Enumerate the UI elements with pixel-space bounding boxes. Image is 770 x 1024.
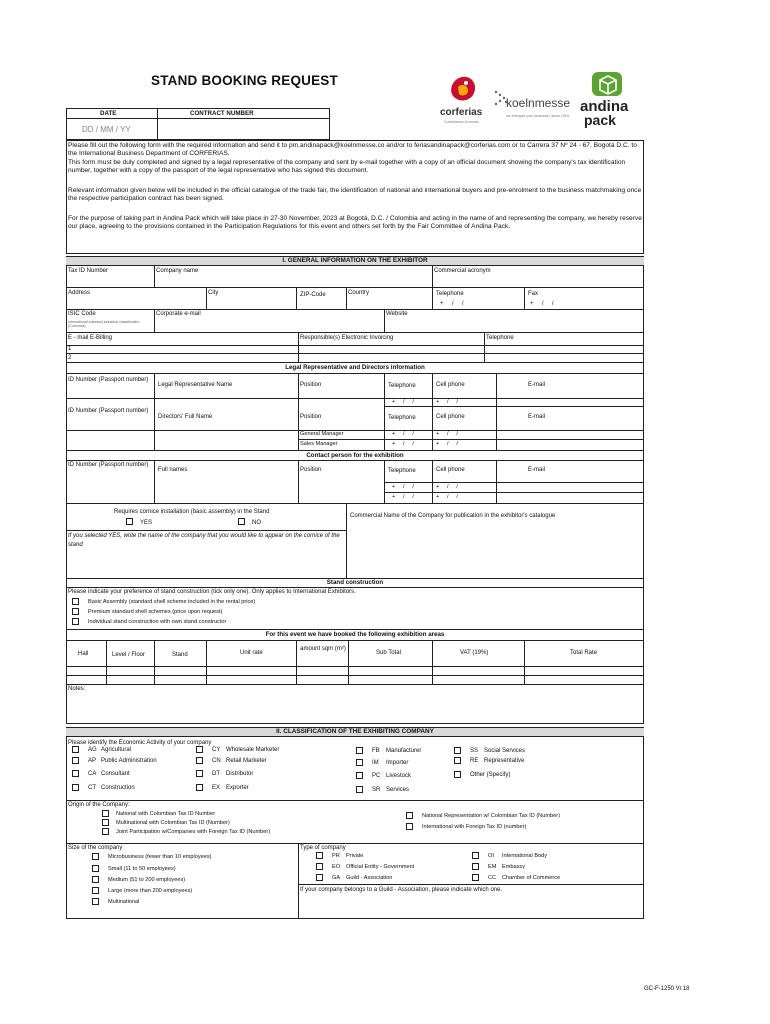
type-em-label: Embassy	[502, 864, 526, 870]
andina-box-icon	[588, 70, 628, 98]
size-micro-label: Microbusiness (fewer than 10 employees)	[108, 854, 212, 860]
country-label: Country	[348, 290, 370, 296]
activity-re-code: RE	[470, 758, 479, 764]
activity-cy-code: CY	[212, 747, 221, 753]
activity-sr-checkbox[interactable]	[356, 786, 363, 793]
intro-paragraph-2: Relevant information given below will be included in the official catalogue of the trade fair, the identification of national and international buyers and pre-enrolment to the business matchmaking once the respective participation contract has been signed.	[68, 187, 642, 203]
legal-position-label: Position	[300, 382, 322, 388]
type-ga-label: Guild - Association	[346, 875, 393, 881]
type-oi-label: International Body	[502, 853, 548, 859]
cornice-if-yes-note: If you selected YES, write the name of the company that you would like to appear on the cornice of the stand	[68, 533, 340, 548]
billing-telephone-label: Telephone	[486, 335, 514, 341]
col-stand: Stand	[172, 652, 188, 658]
tax-id-label: Tax ID Number	[68, 268, 109, 274]
telephone-label: Telephone	[436, 291, 464, 297]
legal-cell-label: Cell phone	[436, 382, 465, 388]
type-oi-code: OI	[488, 853, 494, 859]
stand-preference-text: Please indicate your preference of stand construction (tick only one). Only applies to International Exhibitors.	[68, 589, 356, 595]
section2-title: II. CLASSIFICATION OF THE EXHIBITING COMPANY	[66, 727, 644, 737]
type-pr-label: Private	[346, 853, 364, 859]
isic-code-label: ISIC Code	[68, 311, 96, 317]
activity-dt-code: DT	[212, 771, 220, 777]
stand-option-2-label: Premium standard shell schemes (price upon request)	[88, 609, 223, 615]
activity-other-checkbox[interactable]	[454, 771, 461, 778]
date-field[interactable]: DD / MM / YY	[82, 125, 131, 134]
contact-full-names-label: Full names	[158, 467, 188, 473]
size-multinational-checkbox[interactable]	[92, 898, 99, 905]
directors-telephone-label: Telephone	[388, 415, 416, 421]
origin-option-4-label: National Representation w/ Colombian Tax ID (Number)	[422, 813, 560, 819]
commercial-name-label: Commercial Name of the Company for publication in the exhibitor's catalogue	[350, 513, 556, 519]
size-large-label: Large (more than 200 employees)	[108, 888, 193, 894]
activity-ct-checkbox[interactable]	[72, 784, 79, 791]
origin-option-3-label: Joint Participation w/Companies with Foreign Tax ID (Number)	[116, 829, 271, 835]
guild-field[interactable]	[300, 896, 642, 918]
contact-tel-format-1[interactable]: + / /	[392, 484, 414, 490]
corferias-logo	[440, 73, 485, 128]
contact-cell-format-2[interactable]: + / /	[436, 494, 458, 500]
activity-ex-code: EX	[212, 785, 221, 791]
address-label: Address	[68, 290, 91, 296]
activity-ct-label: Construction	[101, 785, 135, 791]
activity-sr-code: SR	[372, 787, 381, 793]
activity-cn-code: CN	[212, 758, 221, 764]
origin-option-5-checkbox[interactable]	[406, 823, 413, 830]
legal-telephone-label: Telephone	[388, 383, 416, 389]
website-label: Website	[386, 311, 408, 317]
activity-ap-checkbox[interactable]	[72, 757, 79, 764]
notes-field[interactable]	[68, 694, 642, 722]
col-level: Level / Floor	[112, 652, 146, 658]
activity-fb-checkbox[interactable]	[356, 747, 363, 754]
gm-cell-format[interactable]: + / /	[436, 431, 458, 437]
contact-cell-label: Cell phone	[436, 467, 465, 473]
activity-ca-label: Consultant	[101, 771, 130, 777]
size-micro-checkbox[interactable]	[92, 853, 99, 860]
cornice-question: Requires cornice installation (basic assembly) in the Stand	[114, 509, 270, 515]
stand-option-2-checkbox[interactable]	[72, 608, 79, 615]
activity-im-code: IM	[372, 760, 379, 766]
legal-cell-format[interactable]: + / /	[436, 399, 458, 405]
size-small-label: Small (11 to 50 employees)	[108, 866, 176, 872]
section1-title: I. GENERAL INFORMATION ON THE EXHIBITOR	[66, 256, 644, 266]
legal-email-label: E-mail	[528, 382, 546, 388]
type-label: Type of company	[300, 845, 346, 851]
activity-fb-label: Manufacturer	[386, 748, 422, 754]
type-cc-checkbox[interactable]	[472, 874, 479, 881]
koelnmesse-wordmark: koelnmesse	[506, 96, 571, 110]
activity-dt-checkbox[interactable]	[196, 770, 203, 777]
contact-cell-format-1[interactable]: + / /	[436, 484, 458, 490]
size-medium-checkbox[interactable]	[92, 876, 99, 883]
origin-label: Origin of the Company:	[68, 802, 130, 808]
type-em-code: EM	[488, 864, 497, 870]
contract-number-label: CONTRACT NUMBER	[190, 110, 254, 117]
directors-email-label: E-mail	[528, 414, 546, 420]
col-unit-rate: Unit rate	[240, 650, 263, 656]
responsible-invoicing-label: Responsible(s) Electronic Invoicing	[300, 335, 394, 341]
col-total-rate: Total Rate	[570, 650, 598, 656]
pack-wordmark: pack	[584, 112, 616, 128]
legal-tel-format[interactable]: + / /	[392, 399, 414, 405]
type-pr-checkbox[interactable]	[316, 852, 323, 859]
legal-rep-name-label: Legal Representative Name	[158, 382, 233, 388]
cornice-yes-label: YES	[140, 520, 153, 526]
activity-re-label: Representative	[484, 758, 525, 764]
contact-tel-format-2[interactable]: + / /	[392, 494, 414, 500]
origin-option-5-label: International with Foreign Tax ID (number)	[422, 824, 527, 830]
sm-cell-format[interactable]: + / /	[436, 441, 458, 447]
activity-ex-label: Exporter	[226, 785, 249, 791]
col-vat: VAT (19%)	[460, 650, 489, 656]
billing-row-2: 2	[68, 355, 72, 361]
andina-wordmark: andina	[580, 98, 629, 115]
activity-re-checkbox[interactable]	[454, 757, 461, 764]
activity-ca-code: CA	[88, 771, 97, 777]
sm-tel-format[interactable]: + / /	[392, 441, 414, 447]
form-code: GC-F-1250 Vr.18	[644, 986, 690, 992]
general-manager-label: General Manager	[300, 431, 344, 437]
col-hall: Hall	[78, 651, 89, 657]
guild-question: If your company belongs to a Guild - Association, please indicate which one.	[300, 887, 503, 893]
cornice-yes-checkbox[interactable]	[126, 518, 133, 525]
corporate-email-label: Corporate e-mail	[156, 311, 201, 317]
activity-ag-code: AG	[88, 747, 97, 753]
activity-fb-code: FB	[372, 748, 380, 754]
contact-id-number-label: ID Number (Passport number)	[68, 462, 149, 468]
fax-label: Fax	[528, 291, 539, 297]
size-label: Size of the company	[68, 845, 123, 851]
legal-rep-title: Legal Representative and Directors information	[285, 364, 425, 371]
activity-ag-label: Agricultural	[101, 747, 132, 753]
isic-note: International standard industrial classification (Colombia)	[68, 320, 140, 328]
cornice-no-label: NO	[252, 520, 261, 526]
stand-option-1-label: Basic Assembly (standard shell scheme included in the rental price)	[88, 599, 256, 605]
page-title: STAND BOOKING REQUEST	[151, 73, 338, 88]
activity-im-checkbox[interactable]	[356, 759, 363, 766]
activity-ss-checkbox[interactable]	[454, 747, 461, 754]
zip-code-label: ZIP-Code	[300, 292, 326, 298]
economic-activity-question: Please identify the Economic Activity of your company	[68, 740, 212, 746]
stand-option-3-checkbox[interactable]	[72, 618, 79, 625]
andina-pack-logo	[580, 70, 642, 130]
directors-name-label: Directors' Full Name	[158, 414, 213, 420]
activity-pc-checkbox[interactable]	[356, 772, 363, 779]
corferias-tagline: Conectamos al mundo	[444, 120, 480, 124]
exhibition-areas-title: For this event we have booked the following exhibition areas	[265, 631, 445, 638]
company-name-label: Company name	[156, 268, 199, 274]
stand-option-3-label: Individual stand construction with own stand constructor	[88, 619, 227, 625]
stand-construction-title: Stand construction	[326, 579, 384, 586]
section1-box	[66, 256, 644, 724]
sales-manager-label: Sales Manager	[300, 441, 338, 447]
activity-cy-label: Wholesale Marketer	[226, 747, 280, 753]
activity-pc-label: Livestock	[386, 773, 412, 779]
type-cc-code: CC	[488, 875, 497, 881]
activity-ap-code: AP	[88, 758, 97, 764]
activity-ss-label: Social Services	[484, 748, 526, 754]
contact-position-label: Position	[300, 467, 322, 473]
fax-format[interactable]: + / /	[530, 301, 554, 307]
activity-ap-label: Public Administration	[101, 758, 157, 764]
size-multinational-label: Multinational	[108, 899, 140, 905]
directors-cell-label: Cell phone	[436, 414, 465, 420]
intro-paragraph-3: For the purpose of taking part in Andina Pack which will take place in 27-30 November, 2023 at Bogotá, D.C. / Colombia and acting in the name of and representing the company, we hereby reserve our place, agreeing to the provisions contained in the Participation Regulations for this event and others set forth by the Fair Committee of Andina Pack.	[68, 215, 642, 231]
type-em-checkbox[interactable]	[472, 863, 479, 870]
billing-row-1: 1	[68, 346, 72, 352]
size-medium-label: Medium (51 to 200 employees)	[108, 877, 186, 883]
activity-pc-code: PC	[372, 773, 381, 779]
activity-ag-checkbox[interactable]	[72, 746, 79, 753]
activity-ex-checkbox[interactable]	[196, 784, 203, 791]
size-large-checkbox[interactable]	[92, 887, 99, 894]
origin-option-1-checkbox[interactable]	[102, 810, 109, 817]
type-pr-code: PR	[332, 853, 340, 859]
notes-label: Notes:	[68, 686, 86, 692]
activity-cn-label: Retail Marketer	[226, 758, 267, 764]
legal-id-number-label: ID Number (Passport number)	[68, 377, 149, 383]
directors-position-label: Position	[300, 414, 322, 420]
commercial-acronym-label: Commercial acronym	[434, 268, 491, 274]
origin-option-3-checkbox[interactable]	[102, 828, 109, 835]
col-sub-total: Sub Total	[376, 650, 401, 656]
activity-cy-checkbox[interactable]	[196, 746, 203, 753]
contact-email-label: E-mail	[528, 467, 546, 473]
origin-option-2-checkbox[interactable]	[102, 819, 109, 826]
origin-option-1-label: National with Colombian Tax ID Number	[116, 811, 216, 817]
activity-ca-checkbox[interactable]	[72, 770, 79, 777]
contact-telephone-label: Telephone	[388, 468, 416, 474]
type-oi-checkbox[interactable]	[472, 852, 479, 859]
activity-ss-code: SS	[470, 748, 479, 754]
type-cc-label: Chamber of Commerce	[502, 875, 561, 881]
type-ga-code: GA	[332, 875, 341, 881]
type-eo-checkbox[interactable]	[316, 863, 323, 870]
col-amount-sqm: amount sqm (m²)	[300, 646, 346, 652]
koelnmesse-tagline: we energize your business | since 1924	[506, 114, 569, 118]
origin-option-2-label: Multinational with Colombian Tax ID (Number)	[116, 820, 230, 826]
origin-option-4-checkbox[interactable]	[406, 812, 413, 819]
intro-paragraph-1: Please fill out the following form with the required information and send it to pm.andinapack@koelnmesse.co and/or to feriasandinapack@corferias.com or to Carrera 37 Nº 24 - 67, Bogotá D.C. to the International Business Department of CORFERIAS. This form must be duly completed and signed by a legal representative of the company and sent by e-mail together with a copy of an official document showing the company's tax identification number, together with a copy of the passport of the legal representative who has signed this document.	[68, 142, 637, 175]
type-eo-code: EO	[332, 864, 341, 870]
city-label: City	[208, 290, 219, 296]
contract-number-field[interactable]	[160, 120, 328, 138]
date-label: DATE	[100, 110, 117, 117]
corferias-wordmark: corferias	[440, 107, 483, 118]
cornice-no-checkbox[interactable]	[238, 518, 245, 525]
size-small-checkbox[interactable]	[92, 865, 99, 872]
activity-cn-checkbox[interactable]	[196, 757, 203, 764]
stand-option-1-checkbox[interactable]	[72, 598, 79, 605]
contact-person-title: Contact person for the exhibition	[306, 452, 404, 459]
activity-dt-label: Distributor	[226, 771, 254, 777]
type-ga-checkbox[interactable]	[316, 874, 323, 881]
koelnmesse-logo	[492, 88, 572, 128]
email-billing-label: E - mail E-Billing	[68, 335, 113, 341]
activity-ct-code: CT	[88, 785, 96, 791]
telephone-format[interactable]: + / /	[440, 301, 464, 307]
directors-id-number-label: ID Number (Passport number)	[68, 408, 149, 414]
gm-tel-format[interactable]: + / /	[392, 431, 414, 437]
type-eo-label: Official Entity - Government	[346, 864, 415, 870]
activity-other-label: Other (Specify)	[470, 772, 511, 778]
activity-im-label: Importer	[386, 760, 409, 766]
activity-sr-label: Services	[386, 787, 410, 793]
